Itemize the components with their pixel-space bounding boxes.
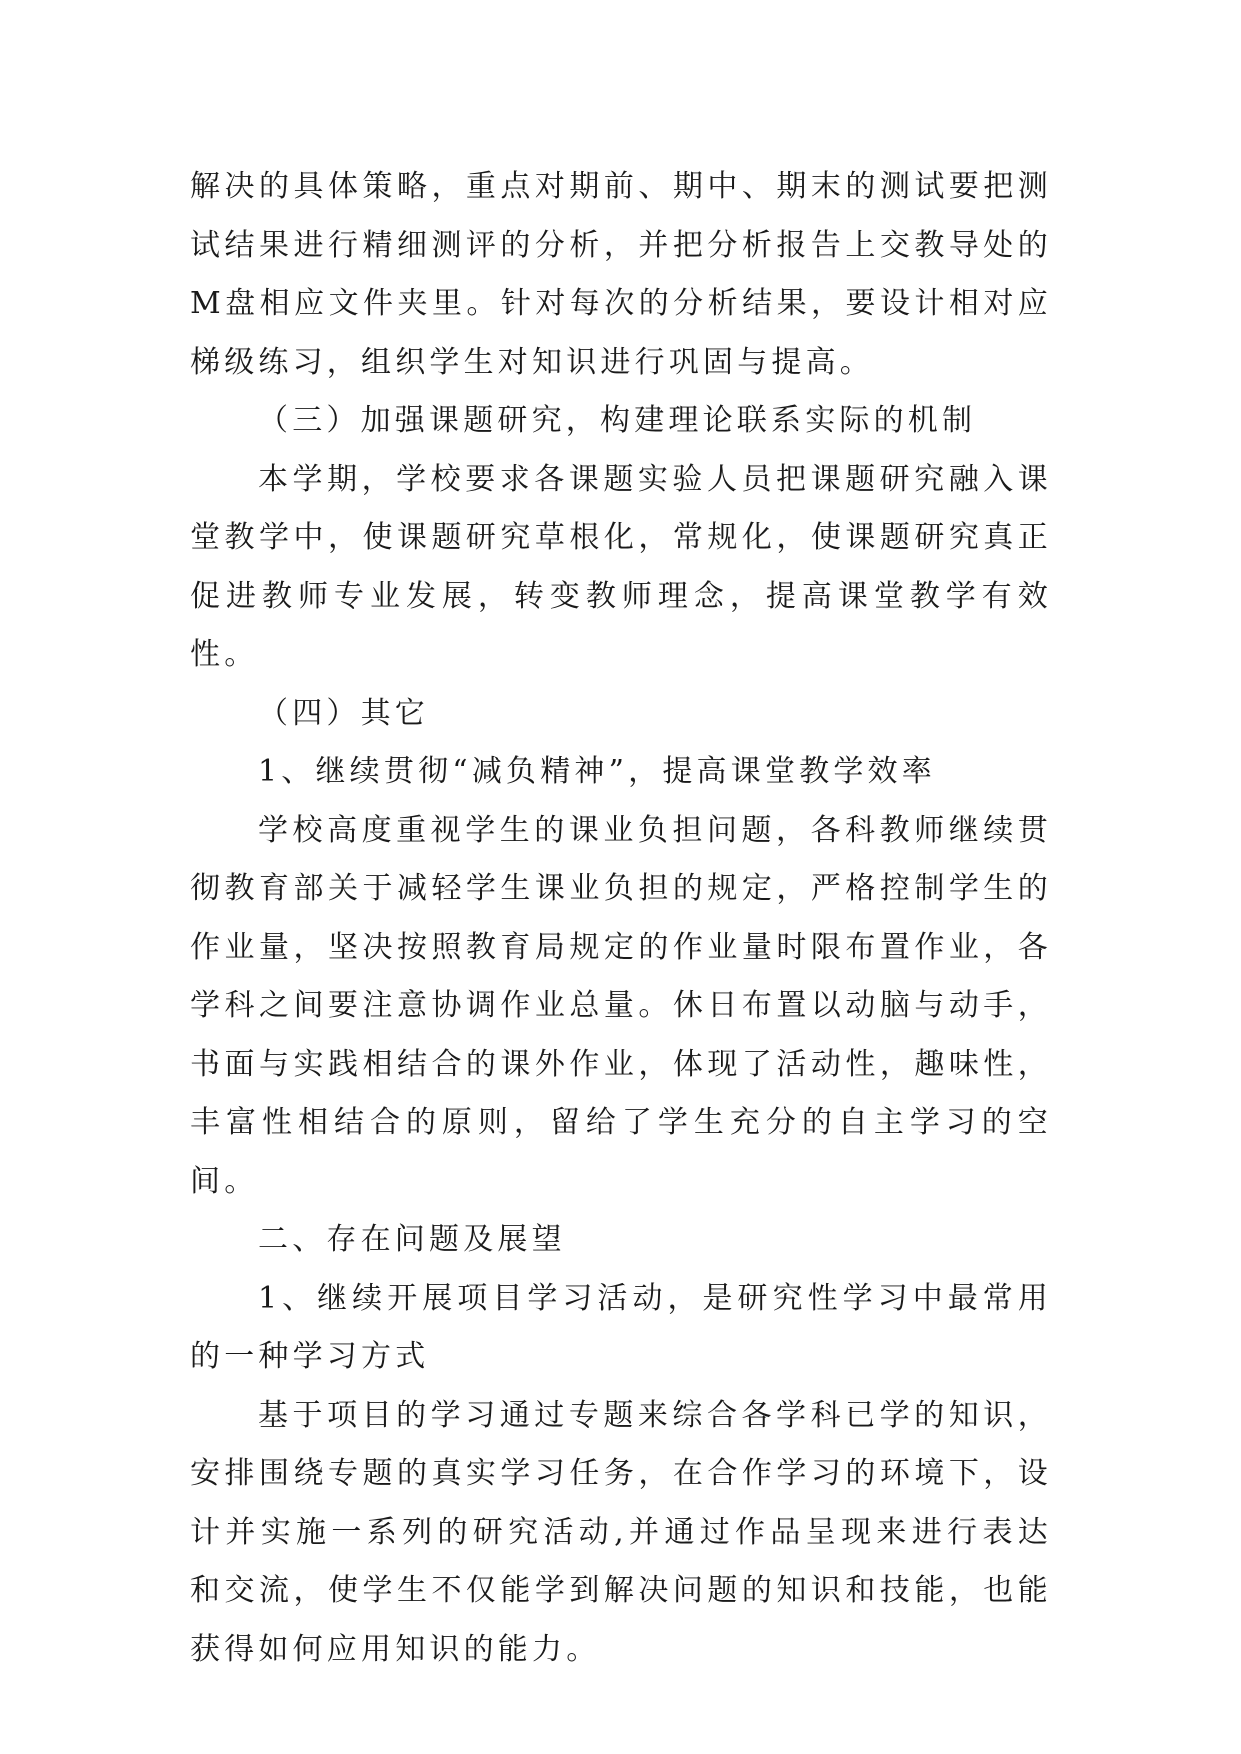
- paragraph-project-learning: 基于项目的学习通过专题来综合各学科已学的知识，安排围绕专题的真实学习任务，在合作学习的环境下，设计并实施一系列的研究活动,并通过作品呈现来进行表达和交流，使学生不仅能学到解决问题的知识和技能，也能获得如何应用知识的能力。: [190, 1397, 1052, 1667]
- paragraph-strategy-continued: 解决的具体策略，重点对期前、期中、期末的测试要把测试结果进行精细测评的分析，并把分析报告上交教导处的M盘相应文件夹里。针对每次的分析结果，要设计相对应梯级练习，组织学生对知识进行巩固与提高。: [190, 169, 1052, 380]
- paragraph-research: 本学期，学校要求各课题实验人员把课题研究融入课堂教学中，使课题研究草根化，常规化，使课题研究真正促进教师专业发展，转变教师理念，提高课堂教学有效性。: [190, 461, 1052, 672]
- heading-problems-outlook: 二、存在问题及展望: [258, 1222, 566, 1257]
- subheading-burden-reduction: 1、继续贯彻“减负精神”，提高课堂教学效率: [258, 754, 936, 789]
- paragraph-homework-burden: 学校高度重视学生的课业负担问题，各科教师继续贯彻教育部关于减轻学生课业负担的规定，严格控制学生的作业量，坚决按照教育局规定的作业量时限布置作业，各学科之间要注意协调作业总量。休日布置以动脑与动手，书面与实践相结合的课外作业，体现了活动性，趣味性，丰富性相结合的原则，留给了学生充分的自主学习的空间。: [190, 812, 1052, 1199]
- heading-section-three: （三）加强课题研究，构建理论联系实际的机制: [258, 403, 977, 438]
- heading-section-four: （四）其它: [258, 695, 429, 731]
- document-page: [190, 158, 1052, 1679]
- subheading-project-learning: 1、继续开展项目学习活动，是研究性学习中最常用的一种学习方式: [190, 1280, 1052, 1374]
